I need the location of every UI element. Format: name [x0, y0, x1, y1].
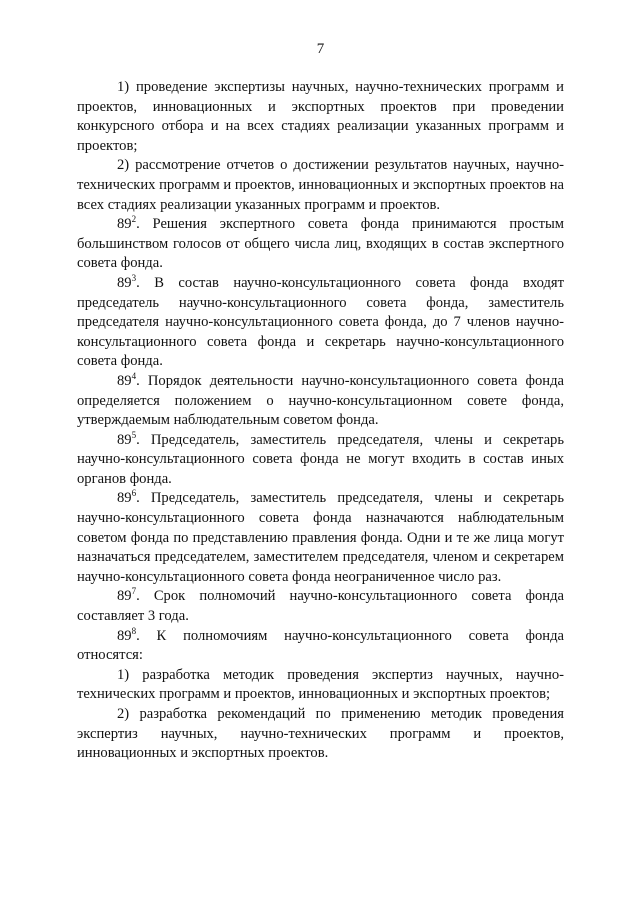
- paragraph-89-2: [77, 215, 564, 274]
- paragraph-text: . Председатель, заместитель председателя, члены и секретарь научно-консультационного совета фонда не могут входить в состав иных органов фонда.: [77, 431, 564, 487]
- paragraph-prefix: 89: [117, 490, 132, 507]
- paragraph-superscript: 3: [131, 273, 137, 284]
- paragraph-text: . Срок полномочий научно-консультационного совета фонда составляет 3 года.: [77, 588, 564, 625]
- paragraph-text: 2) разработка рекомендаций по применению методик проведения экспертиз научных, научно-технических программ и проектов, инновационных и экспортных проектов.: [77, 706, 564, 762]
- paragraph-89-8: [77, 627, 564, 666]
- paragraph-89-5: [77, 431, 564, 490]
- paragraph-text: . Председатель, заместитель председателя, члены и секретарь научно-консультационного совета фонда назначаются наблюдательным советом фонда по представлению правления фонда. Одни и те же лица могут назначаться председателем, заместителем председателя, членом и секретарем научно-консультационного совета фонда неограниченное число раз.: [77, 490, 564, 585]
- paragraph-text: 1) разработка методик проведения экспертиз научных, научно-технических программ и проектов, инновационных и экспортных проектов;: [77, 666, 564, 703]
- paragraph-89-3: [77, 274, 564, 372]
- paragraph-item-2: [77, 156, 564, 215]
- paragraph-superscript: 7: [131, 586, 137, 597]
- paragraph-text: . К полномочиям научно-консультационного совета фонда относятся:: [77, 627, 564, 664]
- paragraph-89-4: [77, 372, 564, 431]
- paragraph-superscript: 2: [131, 214, 137, 225]
- paragraph-text: . Порядок деятельности научно-консультационного совета фонда определяется положением о научно-консультационном совете фонда, утверждаемым наблюдательным советом фонда.: [77, 372, 564, 429]
- paragraph-superscript: 6: [131, 488, 137, 499]
- document-body: [77, 78, 564, 764]
- paragraph-item-1: [77, 78, 564, 156]
- paragraph-89-7: [77, 587, 564, 626]
- paragraph-text: 2) рассмотрение отчетов о достижении результатов научных, научно-технических программ и проектов, инновационных и экспортных проектов на всех стадиях реализации указанных программ и проектов.: [77, 157, 564, 213]
- paragraph-prefix: 89: [117, 216, 132, 233]
- paragraph-superscript: 8: [131, 625, 137, 636]
- paragraph-superscript: 4: [131, 371, 137, 382]
- paragraph-text: 1) проведение экспертизы научных, научно-технических программ и проектов, инновационных и экспортных проектов при проведении конкурсного отбора и на всех стадиях реализации указанных программ и проектов;: [77, 79, 564, 154]
- paragraph-prefix: 89: [117, 274, 132, 291]
- paragraph-prefix: 89: [117, 372, 132, 389]
- paragraph-prefix: 89: [117, 627, 132, 644]
- paragraph-superscript: 5: [131, 429, 137, 440]
- page-number: 7: [316, 41, 325, 57]
- paragraph-text: . Решения экспертного совета фонда принимаются простым большинством голосов от общего числа лиц, входящих в состав экспертного совета фонда.: [77, 216, 564, 272]
- paragraph-subitem-2: [77, 705, 564, 764]
- paragraph-subitem-1: [77, 666, 564, 705]
- paragraph-text: . В состав научно-консультационного совета фонда входят председатель научно-консультационного совета фонда, заместитель председателя научно-консультационного совета фонда, до 7 членов научно-консультационного совета фонда и секретарь научно-консультационного совета фонда.: [77, 274, 564, 370]
- paragraph-89-6: [77, 489, 564, 587]
- paragraph-prefix: 89: [117, 588, 132, 605]
- paragraph-prefix: 89: [117, 431, 132, 448]
